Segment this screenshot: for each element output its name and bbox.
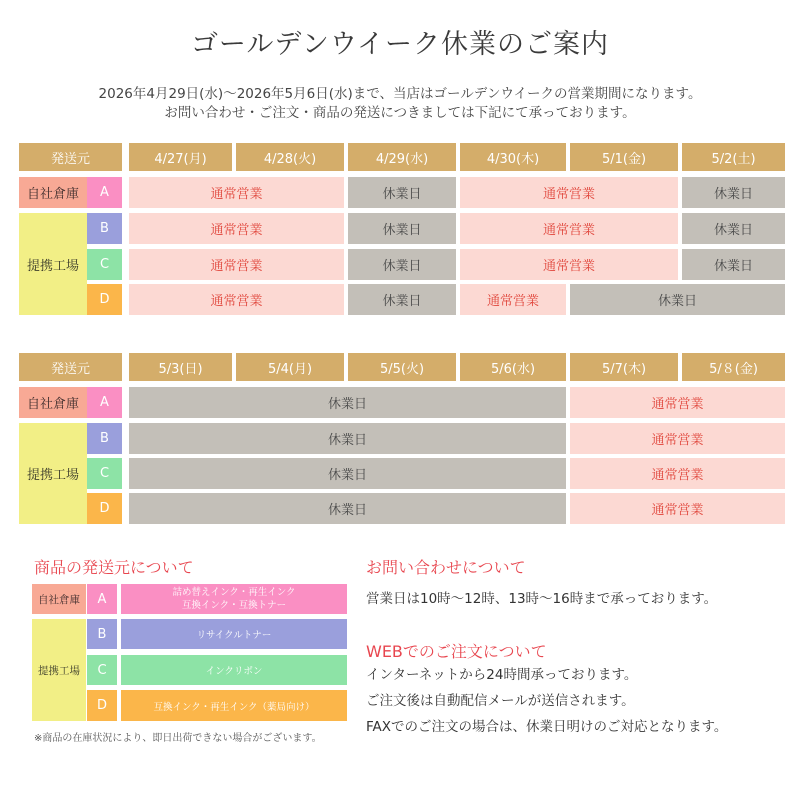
- partner-factory-label: 提携工場: [19, 423, 87, 524]
- date-header: 5/2(土): [682, 143, 785, 171]
- own-warehouse-label: 自社倉庫: [32, 584, 86, 614]
- open-cell: 通常営業: [570, 458, 785, 489]
- date-header: 4/30(木): [460, 143, 566, 171]
- line-d-label: D: [87, 690, 117, 721]
- web-line-1: インターネットから24時間承っております。: [366, 667, 638, 683]
- origin-header: 発送元: [19, 353, 122, 381]
- intro-line-2: お問い合わせ・ご注文・商品の発送につきましては下記にて承っております。: [164, 105, 636, 121]
- line-c-label: C: [87, 458, 122, 489]
- date-header: 5/８(金): [682, 353, 785, 381]
- open-cell: 通常営業: [460, 213, 678, 244]
- product-a-line-1: 詰め替えインク・再生インク: [172, 587, 296, 598]
- partner-factory-label: 提携工場: [19, 213, 87, 315]
- stock-note: ※商品の在庫状況により、即日出荷できない場合がございます。: [34, 733, 322, 744]
- closed-cell: 休業日: [570, 284, 785, 315]
- closed-cell: 休業日: [129, 493, 566, 524]
- web-line-3: FAXでのご注文の場合は、休業日明けのご対応となります。: [366, 719, 728, 735]
- date-header: 4/27(月): [129, 143, 232, 171]
- date-header: 4/28(火): [236, 143, 344, 171]
- open-cell: 通常営業: [129, 177, 344, 208]
- closed-cell: 休業日: [348, 284, 456, 315]
- open-cell: 通常営業: [570, 493, 785, 524]
- date-header: 5/6(水): [460, 353, 566, 381]
- open-cell: 通常営業: [570, 423, 785, 454]
- closed-cell: 休業日: [348, 213, 456, 244]
- date-header: 5/4(月): [236, 353, 344, 381]
- date-header: 5/5(火): [348, 353, 456, 381]
- intro-line-1: 2026年4月29日(水)〜2026年5月6日(水)まで、当店はゴールデンウイークの営業期間になります。: [98, 86, 702, 102]
- product-c-cell: インクリボン: [121, 655, 347, 685]
- closed-cell: 休業日: [129, 423, 566, 454]
- line-b-label: B: [87, 213, 122, 244]
- page-title: ゴールデンウイーク休業のご案内: [190, 29, 610, 60]
- inquiry-hours-text: 営業日は10時〜12時、13時〜16時まで承っております。: [366, 591, 718, 607]
- line-b-label: B: [87, 619, 117, 649]
- closed-cell: 休業日: [129, 387, 566, 418]
- own-warehouse-label: 自社倉庫: [19, 177, 87, 208]
- open-cell: 通常営業: [460, 249, 678, 280]
- open-cell: 通常営業: [129, 249, 344, 280]
- closed-cell: 休業日: [682, 249, 785, 280]
- open-cell: 通常営業: [460, 177, 678, 208]
- product-a-cell: [121, 584, 347, 614]
- date-header: 5/3(日): [129, 353, 232, 381]
- date-header: 5/7(木): [570, 353, 678, 381]
- line-d-label: D: [87, 493, 122, 524]
- line-b-label: B: [87, 423, 122, 454]
- line-a-label: A: [87, 177, 122, 208]
- date-header: 5/1(金): [570, 143, 678, 171]
- line-d-label: D: [87, 284, 122, 315]
- closed-cell: 休業日: [129, 458, 566, 489]
- web-line-2: ご注文後は自動配信メールが送信されます。: [366, 693, 635, 709]
- partner-factory-label: 提携工場: [32, 619, 86, 721]
- inquiry-section-title: お問い合わせについて: [366, 558, 526, 577]
- line-a-label: A: [87, 584, 117, 614]
- origin-header: 発送元: [19, 143, 122, 171]
- date-header: 4/29(水): [348, 143, 456, 171]
- products-section-title: 商品の発送元について: [34, 558, 194, 577]
- web-section-title: WEBでのご注文について: [366, 642, 547, 661]
- closed-cell: 休業日: [348, 177, 456, 208]
- product-d-cell: 互換インク・再生インク（薬局向け）: [121, 690, 347, 721]
- closed-cell: 休業日: [348, 249, 456, 280]
- open-cell: 通常営業: [129, 213, 344, 244]
- line-c-label: C: [87, 249, 122, 280]
- open-cell: 通常営業: [129, 284, 344, 315]
- line-a-label: A: [87, 387, 122, 418]
- product-a-line-2: 互換インク・互換トナー: [181, 600, 287, 611]
- open-cell: 通常営業: [460, 284, 566, 315]
- product-b-cell: リサイクルトナー: [121, 619, 347, 649]
- closed-cell: 休業日: [682, 177, 785, 208]
- closed-cell: 休業日: [682, 213, 785, 244]
- own-warehouse-label: 自社倉庫: [19, 387, 87, 418]
- line-c-label: C: [87, 655, 117, 685]
- open-cell: 通常営業: [570, 387, 785, 418]
